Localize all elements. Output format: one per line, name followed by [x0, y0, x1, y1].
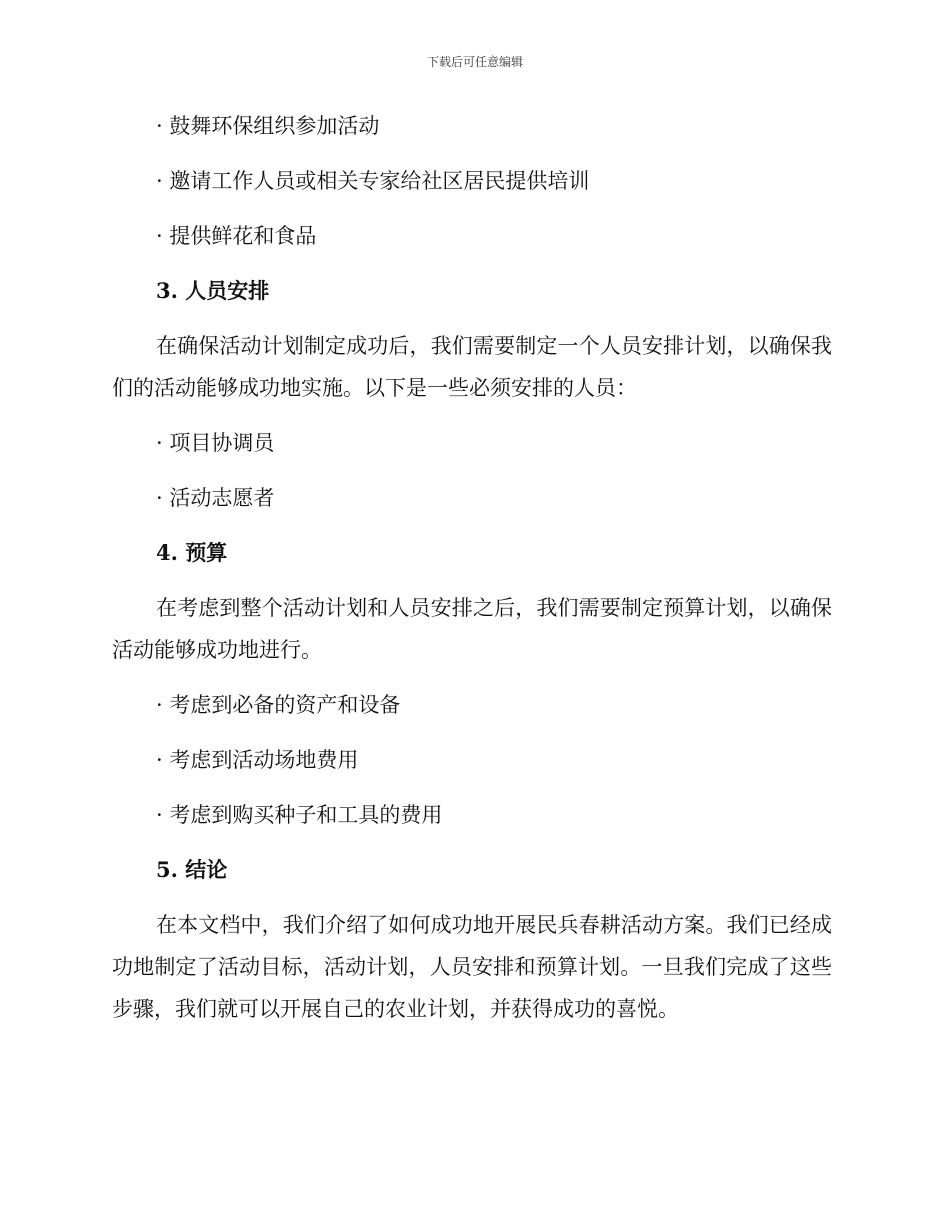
section-heading-conclusion: 5. 结论: [156, 857, 228, 882]
list-item: · 考虑到购买种子和工具的费用: [156, 803, 443, 827]
section-heading-staffing: 3. 人员安排: [156, 278, 270, 303]
paragraph-staffing: 在确保活动计划制定成功后，我们需要制定一个人员安排计划，以确保我们的活动能够成功地实施。以下是一些必须安排的人员：: [112, 334, 832, 400]
list-item: · 提供鲜花和食品: [156, 224, 317, 248]
section-heading-budget: 4. 预算: [156, 540, 228, 565]
list-item: · 考虑到必备的资产和设备: [156, 693, 401, 717]
list-item: · 邀请工作人员或相关专家给社区居民提供培训: [156, 169, 590, 193]
list-item: · 活动志愿者: [156, 486, 275, 510]
document-body: [112, 112, 832, 1050]
list-item: · 鼓舞环保组织参加活动: [156, 114, 380, 138]
paragraph-conclusion: 在本文档中，我们介绍了如何成功地开展民兵春耕活动方案。我们已经成功地制定了活动目标，活动计划，人员安排和预算计划。一旦我们完成了这些步骤，我们就可以开展自己的农业计划，并获得成功的喜悦。: [112, 913, 832, 1021]
paragraph-budget: 在考虑到整个活动计划和人员安排之后，我们需要制定预算计划，以确保活动能够成功地进行。: [112, 596, 832, 662]
page-header: 下载后可任意编辑: [426, 55, 523, 69]
list-item: · 项目协调员: [156, 431, 275, 455]
list-item: · 考虑到活动场地费用: [156, 748, 359, 772]
